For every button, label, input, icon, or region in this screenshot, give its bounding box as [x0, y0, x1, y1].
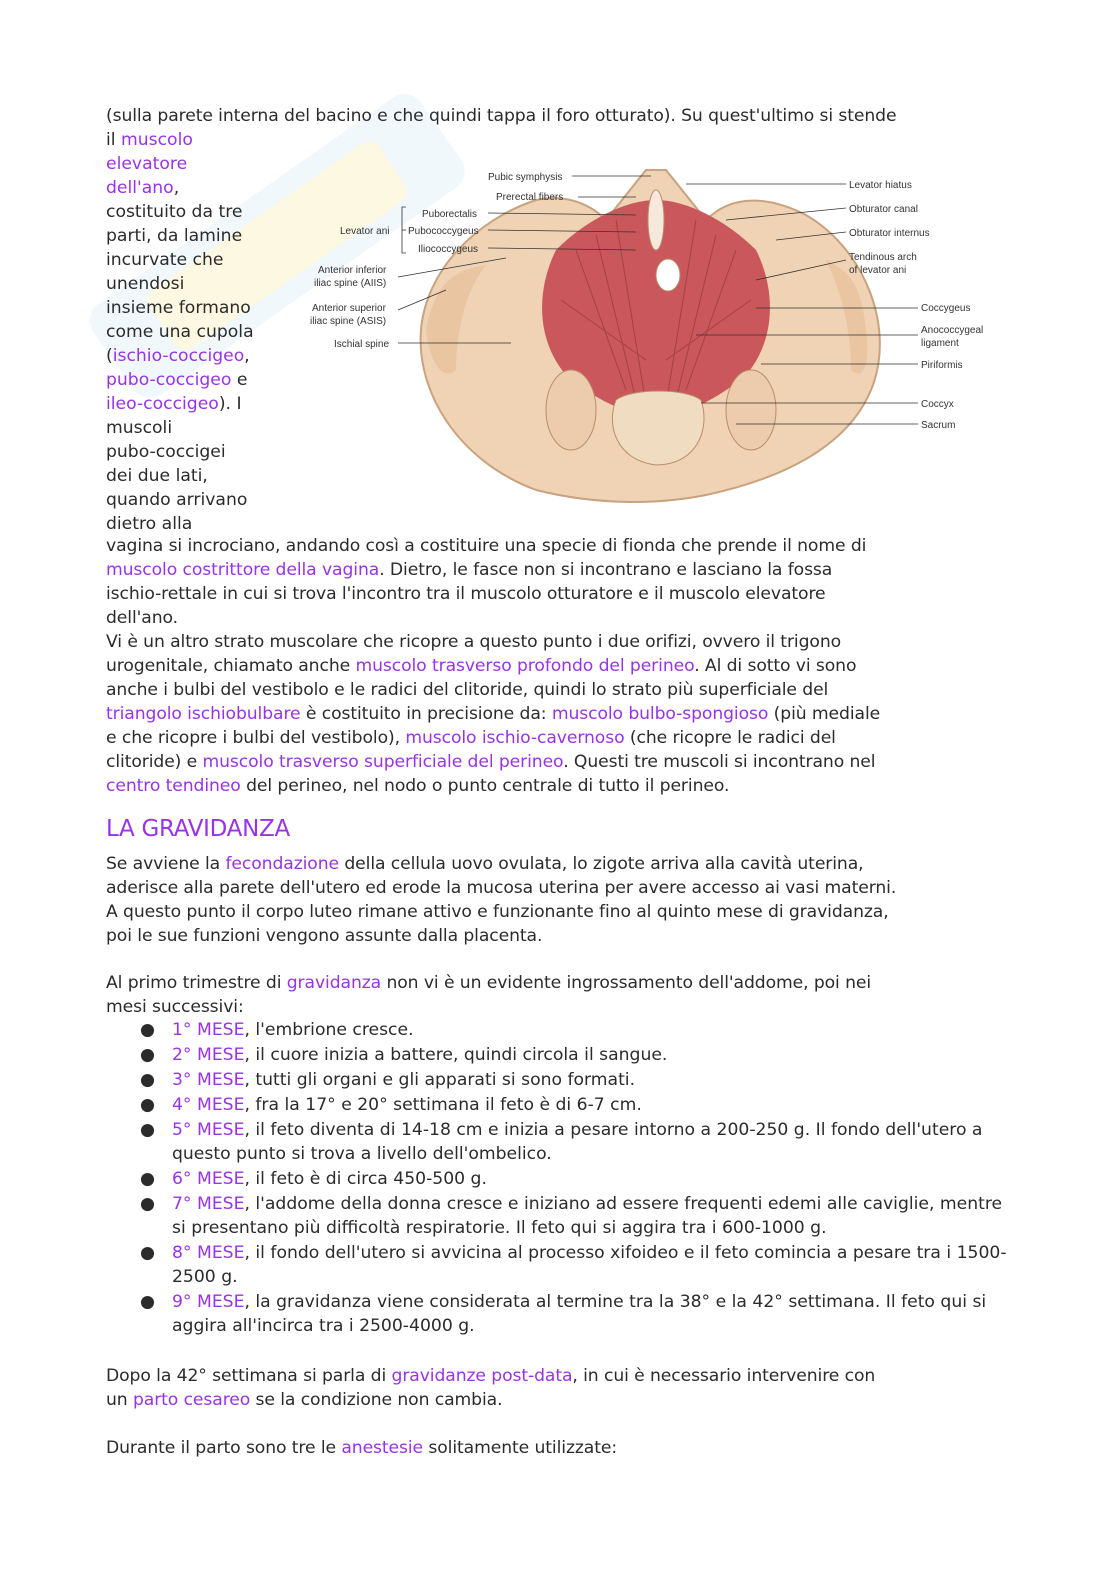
paragraph: Vi è un altro strato muscolare che ricopre a questo punto i due orifizi, ovvero il trigono urogenitale, chiamato anche muscolo trasverso profondo del perineo. Al di sotto vi sono anche i bulbi del vestibolo e le radici del clitoride, quindi lo strato più superficiale del triangolo ischiobulbare è costituito in precisione da: muscolo bulbo-spongioso (più mediale e che ricopre i bulbi del vestibolo), muscolo ischio-cavernoso (che ricopre le radici del clitoride) e muscolo trasverso superficiale del perineo. Questi tre muscoli si incontrano nel centro tendineo del perineo, nel nodo o punto centrale di tutto il perineo. — [106, 632, 881, 796]
month-label[interactable]: 9° MESE — [172, 1292, 245, 1312]
bullet-icon: ● — [140, 1070, 155, 1090]
month-description: , l'embrione cresce. — [244, 1020, 414, 1040]
month-description: , fra la 17° e 20° settimana il feto è di 6-7 cm. — [244, 1095, 642, 1115]
label-anococcygeal: Anococcygeal — [921, 325, 984, 336]
bullet-icon: ● — [140, 1020, 155, 1040]
paragraph: Se avviene la fecondazione della cellula uovo ovulata, lo zigote arriva alla cavità uterina, aderisce alla parete dell'utero ed erode la mucosa uterina per avere accesso ai vasi materni. A questo punto il corpo luteo rimane attivo e funzionante fino al quinto mese di gravidanza, poi le sue funzioni vengono assunte dalla placenta. — [106, 854, 897, 946]
label-pubococcygeus: Pubococcygeus — [408, 226, 479, 237]
month-description: , il feto diventa di 14-18 cm e inizia a pesare intorno a 200-250 g. Il fondo dell'utero a questo punto si trova a livello dell'ombelico. — [172, 1120, 983, 1164]
paragraph: Dopo la 42° settimana si parla di gravidanze post-data, in cui è necessario intervenire con un parto cesareo se la condizione non cambia. — [106, 1366, 876, 1410]
label-aiis-2: iliac spine (AIIS) — [314, 278, 387, 289]
month-description: , la gravidanza viene considerata al termine tra la 38° e la 42° settimana. Il feto qui si aggira all'incirca tra i 2500-4000 g. — [172, 1292, 987, 1336]
month-label[interactable]: 4° MESE — [172, 1095, 245, 1115]
section-heading: LA GRAVIDANZA — [106, 816, 290, 842]
keyword-link[interactable]: pubo-coccigeo — [106, 370, 232, 390]
bullet-icon: ● — [140, 1292, 155, 1312]
keyword-link[interactable]: muscolo trasverso superficiale del perineo — [202, 752, 564, 772]
list-item — [140, 1241, 1010, 1289]
label-piriformis: Piriformis — [921, 360, 963, 371]
bullet-icon: ● — [140, 1095, 155, 1115]
list-item — [140, 1018, 1010, 1042]
bullet-icon: ● — [140, 1045, 155, 1065]
month-description: , il fondo dell'utero si avvicina al processo xifoideo e il feto comincia a pesare tra i 1500-2500 g. — [172, 1243, 1007, 1287]
label-asis: Anterior superior — [312, 303, 386, 314]
month-description: , il cuore inizia a battere, quindi circola il sangue. — [244, 1045, 668, 1065]
label-levator-hiatus: Levator hiatus — [849, 180, 912, 191]
keyword-link[interactable]: ischio-coccigeo — [112, 346, 245, 366]
label-obturator-canal: Obturator canal — [849, 204, 918, 215]
keyword-link[interactable]: parto cesareo — [132, 1390, 251, 1410]
list-item — [140, 1290, 1010, 1338]
label-tendinous-arch: Tendinous arch — [849, 252, 917, 263]
keyword-link[interactable]: gravidanza — [286, 973, 382, 993]
narrow-text-column: il muscolo elevatore dell'ano, costituito da tre parti, da lamine incurvate che unendosi insieme formano come una cupola (ischio-coccigeo, pubo-coccigeo e ileo-coccigeo). I muscoli pubo-coccigei dei due lati, quando arrivano dietro alla — [106, 130, 254, 534]
month-label[interactable]: 6° MESE — [172, 1169, 245, 1189]
month-label[interactable]: 3° MESE — [172, 1070, 245, 1090]
label-iliococcygeus: Iliococcygeus — [418, 244, 479, 255]
month-label[interactable]: 8° MESE — [172, 1243, 245, 1263]
keyword-link[interactable]: muscolo bulbo-spongioso — [551, 704, 769, 724]
keyword-link[interactable]: dell'ano — [106, 178, 174, 198]
pelvic-floor-illustration — [306, 160, 1006, 505]
label-coccyx: Coccyx — [921, 399, 954, 410]
paragraph: Al primo trimestre di gravidanza non vi è un evidente ingrossamento dell'addome, poi nei mesi successivi: — [106, 973, 872, 1017]
label-puborectalis: Puborectalis — [422, 209, 478, 220]
bullet-icon: ● — [140, 1194, 155, 1214]
label-ischial-spine: Ischial spine — [334, 339, 390, 350]
keyword-link[interactable]: muscolo — [121, 130, 193, 150]
month-description: , il feto è di circa 450-500 g. — [244, 1169, 487, 1189]
month-description: , tutti gli organi e gli apparati si sono formati. — [244, 1070, 636, 1090]
month-label[interactable]: 7° MESE — [172, 1194, 245, 1214]
label-anococcygeal-2: ligament — [921, 338, 959, 349]
list-item — [140, 1118, 1010, 1166]
list-item — [140, 1093, 1010, 1117]
keyword-link[interactable]: fecondazione — [225, 854, 339, 874]
list-item — [140, 1043, 1010, 1067]
text-line: (sulla parete interna del bacino e che quindi tappa il foro otturato). Su quest'ultimo si stende — [106, 106, 897, 126]
keyword-link[interactable]: triangolo ischiobulbare — [106, 704, 301, 724]
keyword-link[interactable]: muscolo ischio-cavernoso — [405, 728, 625, 748]
label-aiis: Anterior inferior — [318, 265, 387, 276]
list-item — [140, 1068, 1010, 1092]
keyword-link[interactable]: elevatore — [106, 154, 188, 174]
label-tendinous-arch-2: of levator ani — [849, 265, 907, 276]
label-coccygeus: Coccygeus — [921, 303, 971, 314]
label-pubic-symphysis: Pubic symphysis — [488, 172, 563, 183]
keyword-link[interactable]: muscolo costrittore della vagina — [106, 560, 380, 580]
keyword-link[interactable]: anestesie — [341, 1438, 424, 1458]
bullet-icon: ● — [140, 1243, 155, 1263]
paragraph: Durante il parto sono tre le anestesie solitamente utilizzate: — [106, 1438, 618, 1458]
bullet-icon: ● — [140, 1169, 155, 1189]
months-list — [140, 1018, 1010, 1339]
month-label[interactable]: 1° MESE — [172, 1020, 245, 1040]
month-label[interactable]: 5° MESE — [172, 1120, 245, 1140]
label-levator-ani: Levator ani — [340, 226, 390, 237]
list-item — [140, 1167, 1010, 1191]
keyword-link[interactable]: centro tendineo — [106, 776, 241, 796]
label-prerectal-fibers: Prerectal fibers — [496, 192, 564, 203]
list-item — [140, 1192, 1010, 1240]
paragraph: vagina si incrociano, andando così a costituire una specie di fionda che prende il nome di muscolo costrittore della vagina. Dietro, le fasce non si incontrano e lasciano la fossa ischio-rettale in cui si trova l'incontro tra il muscolo otturatore e il muscolo elevatore dell'ano. — [106, 536, 867, 628]
keyword-link[interactable]: muscolo trasverso profondo del perineo — [355, 656, 695, 676]
bullet-icon: ● — [140, 1120, 155, 1140]
label-sacrum: Sacrum — [921, 420, 956, 431]
keyword-link[interactable]: gravidanze post-data — [391, 1366, 573, 1386]
label-asis-2: iliac spine (ASIS) — [310, 316, 387, 327]
month-description: , l'addome della donna cresce e iniziano ad essere frequenti edemi alle caviglie, mentre si presentano più difficoltà respiratorie. Il feto qui si aggira tra i 600-1000 g. — [172, 1194, 1003, 1238]
keyword-link[interactable]: ileo-coccigeo — [106, 394, 219, 414]
label-obturator-internus: Obturator internus — [849, 228, 930, 239]
month-label[interactable]: 2° MESE — [172, 1045, 245, 1065]
